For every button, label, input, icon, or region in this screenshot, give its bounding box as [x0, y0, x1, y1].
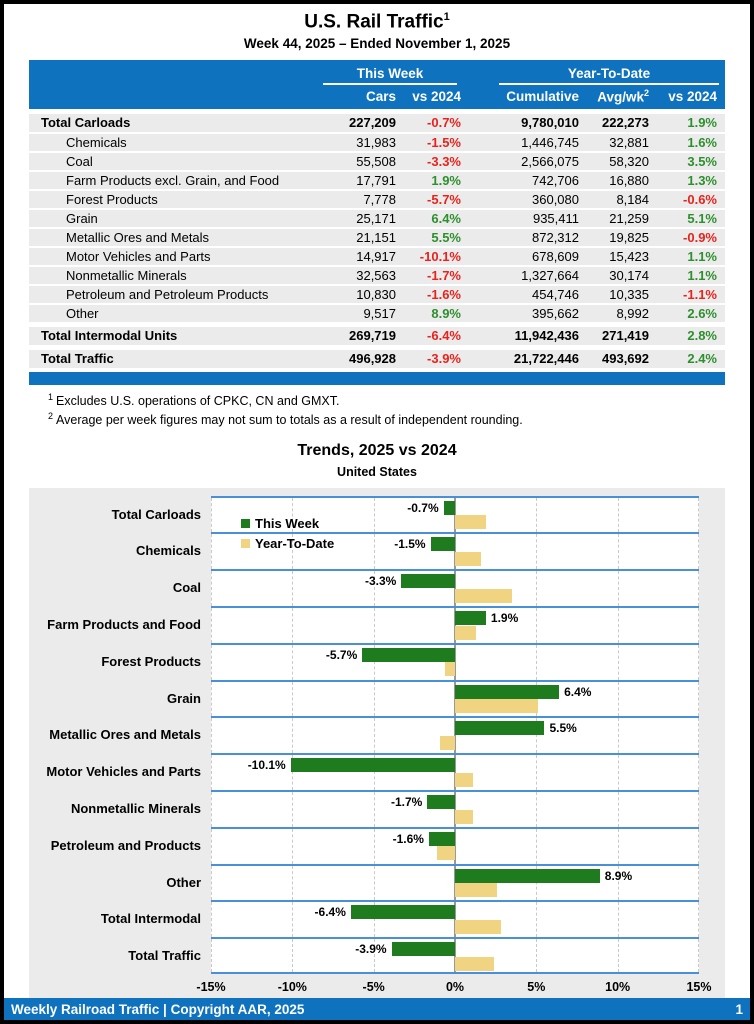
- table-row: [29, 172, 725, 189]
- year-to-date-bar: [455, 626, 476, 640]
- cell-vs2024-ytd: 1.3%: [687, 173, 717, 189]
- gridline: [292, 571, 293, 606]
- gridline: [698, 682, 699, 717]
- bar-value-label: -3.3%: [364, 574, 397, 589]
- gridline: [292, 608, 293, 643]
- cell-cars: 10,830: [356, 287, 396, 303]
- chart-legend: [241, 516, 334, 556]
- table-row: [29, 286, 725, 303]
- bar-value-label: -1.6%: [392, 831, 424, 846]
- this-week-bar: [392, 942, 455, 956]
- row-label: Chemicals: [66, 135, 127, 151]
- cell-cumulative: 872,312: [532, 230, 579, 246]
- gridline: [211, 755, 212, 790]
- cell-vs2024-ytd: 2.4%: [687, 351, 717, 367]
- gridline: [698, 829, 699, 864]
- chart-category-label: Total Carloads: [111, 506, 201, 522]
- cell-avg-wk: 21,259: [609, 211, 649, 227]
- column-header-avg-wk: [579, 88, 649, 105]
- cell-vs2024-ytd: 2.8%: [687, 328, 717, 344]
- gridline: [698, 902, 699, 937]
- footnote-2-marker: 2: [48, 411, 54, 422]
- footer-title-text: Weekly Railroad Traffic | Copyright AAR, 2025: [11, 1001, 305, 1017]
- bar-value-label: -1.7%: [391, 795, 423, 810]
- cell-cumulative: 935,411: [532, 211, 579, 227]
- page-subtitle: Week 44, 2025 – Ended November 1, 2025: [243, 36, 511, 52]
- bar-value-label: -1.5%: [394, 537, 426, 552]
- gridline: [698, 939, 699, 972]
- cell-vs2024-week: -0.7%: [427, 115, 461, 131]
- chart-row: [29, 680, 699, 717]
- chart-row: [29, 790, 699, 827]
- traffic-table-header: [29, 60, 725, 109]
- gridline: [211, 939, 212, 972]
- cell-avg-wk: 271,419: [602, 328, 649, 344]
- chart-row: [29, 900, 699, 937]
- legend-item-year-to-date: [241, 536, 334, 551]
- table-row: [29, 210, 725, 227]
- gridline: [536, 645, 537, 680]
- row-label: Coal: [66, 154, 93, 170]
- year-to-date-bar: [455, 920, 501, 934]
- year-to-date-bar: [437, 846, 455, 860]
- chart-row-plot: [211, 606, 699, 643]
- chart-row: [29, 827, 699, 864]
- cell-cumulative: 1,327,664: [521, 268, 579, 284]
- x-axis-tick: -15%: [196, 980, 226, 994]
- bar-value-label: 6.4%: [564, 684, 592, 699]
- gridline: [618, 534, 619, 569]
- chart-row: [29, 937, 699, 974]
- this-week-bar: [291, 758, 455, 772]
- gridline: [536, 534, 537, 569]
- chart-category-label: Other: [166, 874, 201, 890]
- gridline: [618, 498, 619, 533]
- cell-vs2024-week: 5.5%: [431, 230, 461, 246]
- gridline: [536, 829, 537, 864]
- chart-category-label: Petroleum and Products: [50, 837, 201, 853]
- page-footer-bar: [4, 998, 750, 1020]
- year-to-date-bar: [455, 515, 486, 529]
- column-header-vs2024-week: vs 2024: [412, 88, 461, 104]
- cell-avg-wk: 32,881: [609, 135, 649, 151]
- x-axis-tick: -10%: [277, 980, 307, 994]
- gridline: [211, 498, 212, 533]
- gridline: [536, 608, 537, 643]
- cell-vs2024-week: 6.4%: [431, 211, 461, 227]
- cell-cumulative: 395,662: [532, 306, 579, 322]
- chart-category-label: Grain: [167, 690, 201, 706]
- x-axis-tick: -5%: [362, 980, 385, 994]
- cell-vs2024-week: 1.9%: [431, 173, 461, 189]
- year-to-date-bar: [455, 699, 538, 713]
- cell-cumulative: 2,566,075: [521, 154, 579, 170]
- trends-bar-chart: [29, 488, 725, 1004]
- bar-value-label: -3.9%: [355, 942, 387, 957]
- row-label: Motor Vehicles and Parts: [66, 249, 211, 265]
- chart-category-label: Metallic Ores and Metals: [49, 727, 201, 743]
- gridline: [211, 829, 212, 864]
- table-row: [29, 350, 725, 368]
- gridline: [618, 571, 619, 606]
- cell-cars: 269,719: [349, 328, 396, 344]
- chart-category-label: Chemicals: [135, 543, 201, 559]
- gridline: [374, 682, 375, 717]
- chart-row-plot: [211, 680, 699, 717]
- bar-value-label: 8.9%: [604, 868, 633, 883]
- cell-vs2024-week: -1.6%: [427, 287, 461, 303]
- cell-cars: 55,508: [356, 154, 396, 170]
- cell-vs2024-week: -6.4%: [427, 328, 461, 344]
- chart-category-label: Motor Vehicles and Parts: [46, 764, 201, 780]
- gridline: [698, 534, 699, 569]
- this-week-bar: [362, 648, 455, 662]
- x-axis-tick: 5%: [527, 980, 546, 994]
- gridline: [374, 866, 375, 901]
- footnotes: [48, 392, 750, 427]
- gridline: [292, 902, 293, 937]
- column-group-year-to-date: Year-To-Date: [499, 66, 719, 85]
- year-to-date-bar: [455, 773, 473, 787]
- cell-vs2024-ytd: -1.1%: [683, 287, 717, 303]
- year-to-date-bar: [455, 589, 512, 603]
- cell-cumulative: 360,080: [532, 192, 579, 208]
- gridline: [618, 645, 619, 680]
- gridline: [698, 645, 699, 680]
- cell-vs2024-ytd: 1.9%: [687, 115, 717, 131]
- gridline: [292, 829, 293, 864]
- footnote-1-marker: 1: [48, 392, 54, 403]
- gridline: [211, 608, 212, 643]
- row-label: Grain: [66, 211, 98, 227]
- cell-avg-wk: 8,184: [616, 192, 649, 208]
- legend-label-year-to-date: Year-To-Date: [255, 535, 335, 551]
- row-label: Nonmetallic Minerals: [66, 268, 187, 284]
- this-week-swatch-icon: [241, 519, 250, 528]
- gridline: [211, 902, 212, 937]
- chart-row-plot: [211, 569, 699, 606]
- year-to-date-bar: [455, 883, 497, 897]
- year-to-date-swatch-icon: [241, 539, 250, 548]
- bar-value-label: -10.1%: [247, 758, 286, 773]
- chart-row-plot: [211, 900, 699, 937]
- cell-avg-wk: 30,174: [609, 268, 649, 284]
- cell-vs2024-ytd: 5.1%: [687, 211, 717, 227]
- gridline: [211, 792, 212, 827]
- footnote-2-text: Average per week figures may not sum to totals as a result of independent rounding.: [56, 413, 523, 428]
- cell-avg-wk: 493,692: [602, 351, 649, 367]
- page-title-footnote-marker: 1: [443, 11, 450, 23]
- year-to-date-bar: [455, 552, 481, 566]
- this-week-bar: [429, 832, 455, 846]
- chart-category-label: Total Intermodal: [100, 911, 201, 927]
- chart-row-plot: [211, 864, 699, 901]
- chart-subtitle: United States: [337, 464, 417, 479]
- gridline: [618, 902, 619, 937]
- table-row: [29, 229, 725, 246]
- gridline: [536, 571, 537, 606]
- gridline: [698, 866, 699, 901]
- gridline: [374, 498, 375, 533]
- legend-label-this-week: This Week: [255, 515, 320, 531]
- row-label: Farm Products excl. Grain, and Food: [66, 173, 280, 189]
- this-week-bar: [455, 685, 559, 699]
- table-row: [29, 191, 725, 208]
- gridline: [536, 902, 537, 937]
- chart-row-plot: [211, 643, 699, 680]
- cell-vs2024-ytd: 1.1%: [687, 249, 717, 265]
- cell-vs2024-ytd: 3.5%: [687, 154, 717, 170]
- cell-avg-wk: 19,825: [609, 230, 649, 246]
- this-week-bar: [455, 611, 486, 625]
- cell-cars: 9,517: [363, 306, 396, 322]
- row-label: Metallic Ores and Metals: [66, 230, 210, 246]
- cell-avg-wk: 222,273: [602, 115, 649, 131]
- chart-plot-area: [29, 496, 699, 974]
- chart-category-label: Farm Products and Food: [47, 616, 201, 632]
- footnote-1: [48, 392, 750, 408]
- gridline: [698, 755, 699, 790]
- cell-cumulative: 9,780,010: [521, 115, 579, 131]
- gridline: [211, 571, 212, 606]
- row-label: Other: [66, 306, 99, 322]
- chart-category-label: Nonmetallic Minerals: [70, 800, 201, 816]
- legend-item-this-week: [241, 516, 334, 531]
- cell-cars: 227,209: [349, 115, 396, 131]
- gridline: [292, 939, 293, 972]
- gridline: [292, 792, 293, 827]
- traffic-table-body: [29, 114, 725, 368]
- chart-row-plot: [211, 790, 699, 827]
- cell-vs2024-ytd: -0.9%: [683, 230, 717, 246]
- row-label: Total Intermodal Units: [41, 328, 178, 344]
- row-label: Total Carloads: [41, 115, 131, 131]
- chart-row-plot: [211, 716, 699, 753]
- gridline: [374, 608, 375, 643]
- cell-cumulative: 454,746: [532, 287, 579, 303]
- cell-cumulative: 21,722,446: [513, 351, 579, 367]
- cell-vs2024-week: -1.7%: [427, 268, 461, 284]
- cell-vs2024-week: -1.5%: [427, 135, 461, 151]
- gridline: [618, 829, 619, 864]
- x-axis-tick: 10%: [605, 980, 631, 994]
- gridline: [618, 682, 619, 717]
- chart-row: [29, 532, 699, 569]
- gridline: [618, 755, 619, 790]
- cell-vs2024-ytd: 1.1%: [687, 268, 717, 284]
- gridline: [698, 571, 699, 606]
- year-to-date-bar: [440, 736, 455, 750]
- bar-value-label: -5.7%: [325, 647, 358, 662]
- chart-category-label: Coal: [172, 580, 201, 596]
- cell-cars: 14,917: [356, 249, 396, 265]
- cell-cars: 496,928: [349, 351, 396, 367]
- chart-row: [29, 606, 699, 643]
- page-title: [4, 11, 750, 33]
- cell-vs2024-ytd: -0.6%: [683, 192, 717, 208]
- gridline: [211, 645, 212, 680]
- column-header-cumulative: Cumulative: [506, 88, 579, 104]
- gridline: [374, 534, 375, 569]
- this-week-bar: [401, 574, 455, 588]
- cell-avg-wk: 15,423: [609, 249, 649, 265]
- bar-value-label: 5.5%: [549, 721, 577, 736]
- cell-vs2024-week: -5.7%: [427, 192, 461, 208]
- gridline: [536, 792, 537, 827]
- row-label: Total Traffic: [41, 351, 114, 367]
- cell-cars: 32,563: [356, 268, 396, 284]
- year-to-date-bar: [455, 957, 494, 971]
- cell-vs2024-ytd: 2.6%: [687, 306, 717, 322]
- chart-row: [29, 716, 699, 753]
- cell-cumulative: 678,609: [532, 249, 579, 265]
- cell-avg-wk: 58,320: [609, 154, 649, 170]
- table-bottom-divider: [29, 372, 725, 385]
- year-to-date-bar: [445, 662, 455, 676]
- column-header-cars: Cars: [365, 88, 396, 104]
- gridline: [698, 718, 699, 753]
- gridline: [292, 866, 293, 901]
- avg-wk-label: Avg/wk: [597, 89, 644, 105]
- avg-wk-footnote-marker: 2: [643, 88, 649, 99]
- gridline: [292, 645, 293, 680]
- cell-cars: 21,151: [356, 230, 396, 246]
- cell-cars: 17,791: [356, 173, 396, 189]
- chart-row: [29, 753, 699, 790]
- gridline: [618, 608, 619, 643]
- gridline: [536, 939, 537, 972]
- table-row: [29, 327, 725, 345]
- cell-cars: 31,983: [356, 135, 396, 151]
- table-row: [29, 114, 725, 132]
- chart-title: Trends, 2025 vs 2024: [297, 441, 457, 459]
- gridline: [211, 718, 212, 753]
- gridline: [374, 829, 375, 864]
- gridline: [698, 608, 699, 643]
- row-label: Forest Products: [66, 192, 158, 208]
- cell-vs2024-ytd: 1.6%: [687, 135, 717, 151]
- chart-row: [29, 643, 699, 680]
- page-title-text: U.S. Rail Traffic: [304, 11, 444, 33]
- gridline: [536, 498, 537, 533]
- table-row: [29, 248, 725, 265]
- cell-vs2024-week: -3.9%: [427, 351, 461, 367]
- this-week-bar: [431, 537, 455, 551]
- x-axis-tick: 15%: [686, 980, 712, 994]
- year-to-date-bar: [455, 810, 473, 824]
- footnote-2: [48, 411, 750, 427]
- footnote-1-text: Excludes U.S. operations of CPKC, CN and GMXT.: [56, 394, 340, 409]
- x-axis-tick-labels: [196, 974, 712, 998]
- cell-cars: 25,171: [356, 211, 396, 227]
- chart-category-label: Forest Products: [101, 653, 201, 669]
- cell-cumulative: 11,942,436: [514, 328, 579, 344]
- this-week-bar: [444, 501, 455, 515]
- x-axis-tick: 0%: [445, 980, 465, 994]
- gridline: [292, 682, 293, 717]
- gridline: [618, 792, 619, 827]
- chart-row: [29, 569, 699, 606]
- this-week-bar: [427, 795, 455, 809]
- bar-value-label: -6.4%: [314, 905, 346, 920]
- bar-value-label: 1.9%: [490, 611, 519, 626]
- chart-row: [29, 864, 699, 901]
- cell-vs2024-week: -10.1%: [419, 249, 461, 265]
- table-row: [29, 134, 725, 151]
- gridline: [698, 792, 699, 827]
- chart-row-plot: [211, 827, 699, 864]
- column-header-vs2024-ytd: vs 2024: [668, 88, 717, 104]
- bar-value-label: -0.7%: [407, 500, 439, 515]
- cell-vs2024-week: 8.9%: [431, 306, 461, 322]
- chart-row-plot: [211, 753, 699, 790]
- table-row: [29, 153, 725, 170]
- gridline: [211, 534, 212, 569]
- gridline: [618, 939, 619, 972]
- gridline: [536, 755, 537, 790]
- chart-row: [29, 496, 699, 533]
- cell-avg-wk: 16,880: [609, 173, 649, 189]
- row-label: Petroleum and Petroleum Products: [66, 287, 269, 303]
- gridline: [211, 866, 212, 901]
- cell-cars: 7,778: [363, 192, 396, 208]
- chart-category-label: Total Traffic: [128, 948, 201, 964]
- cell-avg-wk: 10,335: [609, 287, 649, 303]
- table-row: [29, 267, 725, 284]
- gridline: [698, 498, 699, 533]
- gridline: [618, 718, 619, 753]
- cell-cumulative: 742,706: [532, 173, 579, 189]
- cell-avg-wk: 8,992: [616, 306, 649, 322]
- gridline: [211, 682, 212, 717]
- this-week-bar: [455, 869, 600, 883]
- this-week-bar: [455, 721, 544, 735]
- table-row: [29, 305, 725, 322]
- footer-page-number: 1: [735, 1001, 743, 1017]
- gridline: [374, 792, 375, 827]
- traffic-table: [29, 60, 725, 368]
- gridline: [292, 718, 293, 753]
- cell-vs2024-week: -3.3%: [427, 154, 461, 170]
- column-group-this-week: This Week: [323, 66, 457, 85]
- this-week-bar: [351, 905, 455, 919]
- chart-x-axis: [29, 974, 712, 998]
- cell-cumulative: 1,446,745: [521, 135, 579, 151]
- gridline: [374, 718, 375, 753]
- chart-row-plot: [211, 937, 699, 974]
